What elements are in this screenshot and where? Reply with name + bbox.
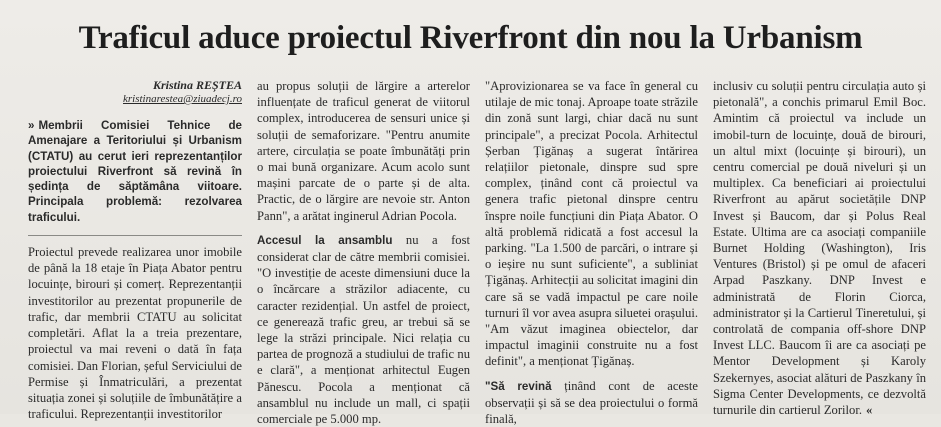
end-marker-icon: «: [865, 403, 873, 418]
body-text: inclusiv cu soluții pentru circulația auto și pietonală", a conchis primarul Emil Boc. Amintim că proiectul va include un imobil-turn de locuințe, două de birouri, un altul mixt (locuințe și birouri), un centru comercial pe două niveluri și un multiplex. Ca beneficiari ai proiectului Riverfront au apărut societățile DNP Invest și Baucom, dar și Polus Real Estate. Ultima are ca asociați companiile Burnet Holding (Washington), Iris Ventures (Bristol) și pe omul de afaceri Arpad Paszkany. DNP Invest e administrată de Florin Ciorca, administrator și la Cartierul Tineretului, și controlată de compania off-shore DNP Invest LLC. Baucom îi are ca asociați pe Mentor Development și Karoly Szekernyes, asociat alături de Paszkany în Sigma Center Developments, ce dezvoltă turnurile din cartierul Zorilor.: [713, 79, 926, 418]
body-text: ținând cont de aceste observații și să se dea proiectului o formă finală,: [485, 378, 699, 427]
subhead: "Să revină: [485, 379, 552, 393]
body-paragraph: Proiectul prevede realizarea unor imobile de până la 18 etaje în Piața Abator pentru locuințe, birouri și comerț. Reprezentanții investitorilor au prezentat propunerile de trafic, dar membrii CTATU au solicitat completări. Aflat la a treia prezentare, proiectul va mai reveni o dată în fața comisiei. Dan Florian, șeful Serviciului de Permise și Înmatriculări, a prezentat situația zonei și soluțiile de îmbunătățire a traficului. Reprezentanții investitorilor: [28, 245, 242, 422]
body-paragraph: [485, 378, 698, 427]
body-paragraph: "Aprovizionarea se va face în general cu utilaje de mic tonaj. Aproape toate străzile din zonă sunt largi, chiar dacă nu sunt principale", a precizat Pocola. Arhitectul Șerban Țigănaș a sugerat întărirea relațiilor pietonale, dinspre sud spre complex, ținând cont că proiectul va genera trafic pietonal dinspre centru înspre noile funcțiuni din Piața Abator. O altă problemă ridicată a fost accesul la parking. "La 1.500 de parcări, o intrare și o ieșire nu sunt suficiente", a subliniat Țigănaș. Arhitecții au solicitat imagini din care să se vadă impactul pe care noile turnuri îl vor avea asupra siluetei orașului. "Am văzut imaginea obiectelor, dar impactul imaginii construite nu a fost definit", a menționat Țigănaș.: [485, 79, 698, 369]
lead-arrow-icon: »: [28, 119, 35, 132]
lead-text: Membrii Comisiei Tehnice de Amenajare a Teritoriului și Urbanism (CTATU) au cerut ieri reprezentanților proiectului Riverfront să revină în ședința de săptămâna viitoare. Principala problemă: rezolvarea traficului.: [28, 119, 242, 224]
lead-divider: [28, 235, 242, 236]
body-paragraph: [713, 78, 926, 418]
body-paragraph: au propus soluții de lărgire a arterelor influențate de traficul generat de viitorul complex, introducerea de sensuri unice și soluții de semaforizare. "Pentru anumite artere, circulația se poate îmbunătăți prin o mai bună organizare. Acum acolo sunt mașini parcate de o parte și de alta. Practic, de o lărgire are nevoie str. Anton Pann", a arătat inginerul Adrian Pocola.: [257, 79, 470, 223]
column-3: [485, 78, 699, 427]
column-4: [713, 78, 926, 418]
column-2: [257, 78, 470, 427]
headline: Traficul aduce proiectul Riverfront din nou la Urbanism: [78, 20, 863, 56]
author-email-link[interactable]: kristinarestea@ziuadecj.ro: [123, 93, 242, 105]
body-text: nu a fost considerat clar de către membrii comisiei. "O investiție de aceste dimensiuni duce la o încărcare a străzilor adiacente, cu caracter rezidențial. Un astfel de proiect, ce generează trafic greu, ar trebui să se lege la străzi principale. Nici relația cu partea de prognoză a studiului de trafic nu e clară", a menționat arhitectul Eugen Pănescu. Pocola a menționat că ansamblul nu include un mall, ci spații comerciale pe 5.000 mp.: [257, 232, 470, 427]
author-name: Kristina REȘTEA: [152, 78, 242, 92]
body-paragraph: [257, 232, 470, 427]
subhead: Accesul la ansamblu: [257, 233, 393, 247]
column-1: [28, 78, 242, 422]
lead-paragraph: [28, 118, 242, 225]
